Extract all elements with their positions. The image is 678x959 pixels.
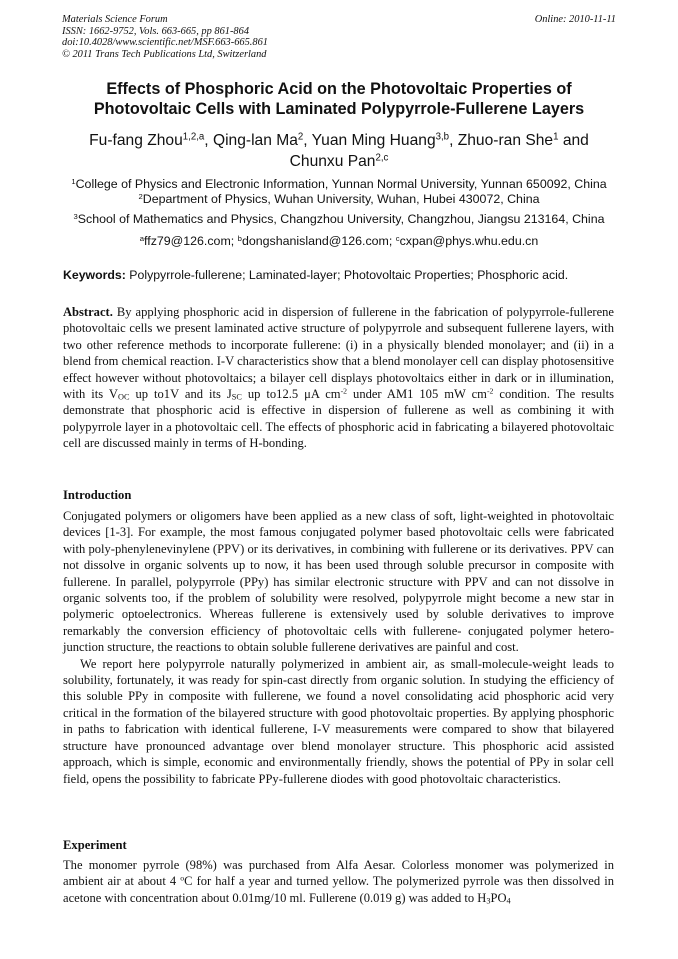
abstract-paragraph xyxy=(63,304,614,452)
title-line-1: Effects of Phosphoric Acid on the Photovoltaic Properties of xyxy=(106,80,572,98)
author-5: Chunxu Pan xyxy=(289,153,376,170)
abstract-text-1: By applying phosphoric acid in dispersion of fullerene in the fabrication of polypyrrole-fullerene photovoltaic cells we present laminated active structure of polypyrrole and subsequent fullerene layers, with two other reference methods to incorporate fullerene: (i) in a physically blended monolayer; and (ii) in a blend from chemical reaction. I-V characteristics show that a blend monolayer cell can display photosensitive effect however without photovoltaics; a bilayer cell displays photovoltaics either in dark or in illumination, with its V xyxy=(63,305,614,402)
paper-title xyxy=(40,79,638,119)
author-1: Fu-fang Zhou xyxy=(89,132,183,149)
affiliation-2-text: Department of Physics, Wuhan University, Wuhan, Hubei 430072, China xyxy=(142,192,540,206)
author-and: and xyxy=(562,132,589,149)
experiment-paragraph xyxy=(63,857,614,906)
email-b-sup: b xyxy=(237,233,242,243)
affiliation-2 xyxy=(40,192,638,207)
abstract-text-4: under AM1 105 mW cm xyxy=(347,387,487,402)
author-3: Yuan Ming Huang xyxy=(311,132,436,149)
intro-paragraph-1: Conjugated polymers or oligomers have been applied as a new class of soft, light-weighted in photovoltaic devices [1-3]. For example, the most famous conjugated polymer based photovoltaic cells were fabricated with poly-phenylenevinylene (PPV) or its derivatives, in combining with fullerene or its derivatives. PPV can not dissolve in organic solvents up to now, it has been used through soluble precursor in composite with fullerene. In parallel, polypyrrole (PPy) has similar electronic structure with PPV and can not dissolve in organic solvents too, if the problem of solubility were resolved, polypyrrole might become a new star in polymeric optoelectronics. Whereas fullerene is extensively used by soluble derivatives to improve remarkably the conversion efficiency of photovoltaic cells with fullerene- conjugated polymer hetero-junction structure, the reactions to obtain soluble fullerene derivatives are painful and cost. xyxy=(63,509,614,655)
jsc-subscript: SC xyxy=(231,392,242,402)
author-4-sup: 1 xyxy=(553,131,559,143)
experiment-body xyxy=(63,857,614,906)
intro-paragraph-2: We report here polypyrrole naturally polymerized in ambient air, as small-molecule-weight leads to solubility, fortunately, it was ready for spin-cast directly from organic solution. In studying the efficiency of this soluble PPy in composite with fullerene, we found a novel consolidating acid phosphoric acid very critical in the formation of the bilayered structure with good photovoltaic properties. By applying phosphoric in paths to fabrication with identical fullerene, I-V measurements were compared to show that bilayered structure have pronounced advantage over blend monolayer structure. This phosphoric acid assisted approach, which is simple, economic and environmentally friendly, shows the potential of PPy in solar cell field, opens the possibility to fabricate PPy-fullerene diodes with good photovoltaic characteristics. xyxy=(63,656,614,786)
author-1-sup: 1,2,a xyxy=(182,131,205,143)
email-a-sup: a xyxy=(139,233,145,243)
abstract xyxy=(63,304,614,452)
email-a[interactable]: ffz79@126.com; xyxy=(144,234,235,248)
introduction-body xyxy=(63,508,614,787)
affiliation-3-sup: 3 xyxy=(73,211,78,221)
exponent-2: -2 xyxy=(486,386,494,396)
affiliation-3 xyxy=(40,212,638,227)
abstract-text-2: up to1V and its J xyxy=(129,387,232,402)
voc-subscript: OC xyxy=(118,392,130,402)
email-b[interactable]: dongshanisland@126.com; xyxy=(241,234,393,248)
experiment-po: PO xyxy=(490,890,507,905)
po4-subscript: 4 xyxy=(506,896,511,906)
author-2: Qing-lan Ma xyxy=(212,132,298,149)
affiliations-block-1 xyxy=(40,177,638,207)
abstract-text-3: up to12.5 μA cm xyxy=(241,387,341,402)
copyright: © 2011 Trans Tech Publications Ltd, Switzerland xyxy=(62,48,267,60)
email-line xyxy=(40,234,638,249)
affiliation-2-sup: 2 xyxy=(138,191,143,201)
experiment-text-1: The monomer pyrrole (98%) was purchased from Alfa Aesar. Colorless monomer was polymerized in ambient air at about 4 xyxy=(63,858,614,889)
h3-subscript: 3 xyxy=(486,896,491,906)
affiliation-1-sup: 1 xyxy=(71,176,76,186)
degree-sup: o xyxy=(180,874,185,884)
keywords-text: Polypyrrole-fullerene; Laminated-layer; Photovoltaic Properties; Phosphoric acid. xyxy=(129,268,569,282)
online-date: Online: 2010-11-11 xyxy=(534,14,616,25)
affiliation-1 xyxy=(40,177,638,192)
experiment-heading: Experiment xyxy=(63,838,127,852)
keywords xyxy=(63,268,623,283)
affiliation-3-text: School of Mathematics and Physics, Changzhou University, Changzhou, Jiangsu 213164, China xyxy=(77,212,605,226)
journal-header xyxy=(62,14,616,60)
abstract-text-5: condition. The results demonstrate that phosphoric acid is effective in dispersion of fullerene as well as combining it with polypyrrole layer in a photovoltaic cell. The effects of phosphoric acid in fabricating a bilayered photovoltaic cell are discussed mainly in terms of H-bonding. xyxy=(63,387,614,451)
author-4: Zhuo-ran She xyxy=(457,132,554,149)
title-line-2: Photovoltaic Cells with Laminated Polypyrrole-Fullerene Layers xyxy=(93,100,585,118)
keywords-label: Keywords: xyxy=(63,268,126,282)
experiment-text-2: C for half a year and turned yellow. The polymerized pyrrole was then dissolved in acetone with concentration about 0.01mg/10 ml. Fullerene (0.019 g) was added to H xyxy=(63,874,614,905)
issn: ISSN: 1662-9752, Vols. 663-665, pp 861-864 xyxy=(62,25,250,37)
introduction-heading: Introduction xyxy=(63,488,132,502)
affiliation-1-text: College of Physics and Electronic Information, Yunnan Normal University, Yunnan 650092, China xyxy=(75,177,607,191)
author-list: Fu-fang Zhou$^{1,2,a}$, Qing-lan Ma$^2$, Yuan Ming Huang$^{3,b}$, Zhuo-ran She$^1$ and Chunxu Pan$^{2,c}$ xyxy=(89,131,589,170)
author-3-sup: 3,b xyxy=(435,131,450,143)
exponent-1: -2 xyxy=(340,386,348,396)
email-c-sup: c xyxy=(395,233,400,243)
author-5-sup: 2,c xyxy=(375,152,389,164)
email-c[interactable]: cxpan@phys.whu.edu.cn xyxy=(399,234,539,248)
abstract-label: Abstract. xyxy=(63,305,113,319)
journal-name: Materials Science Forum xyxy=(62,14,168,25)
author-2-sup: 2 xyxy=(297,131,304,143)
doi: doi:10.4028/www.scientific.net/MSF.663-665.861 xyxy=(62,37,268,49)
